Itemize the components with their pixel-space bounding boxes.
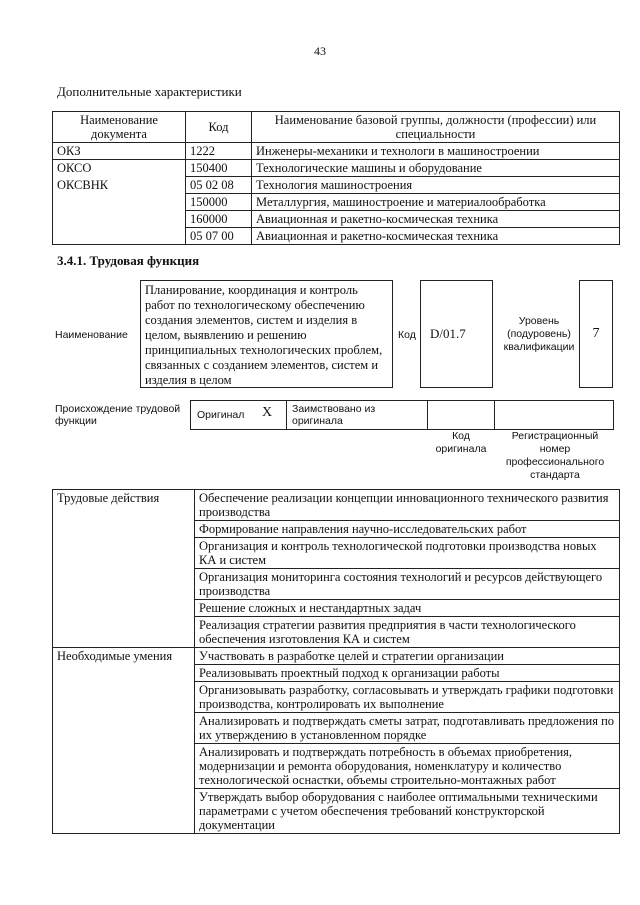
table-row	[53, 665, 620, 682]
row-doc	[53, 194, 186, 211]
qualification-level-value: 7	[579, 280, 613, 388]
header-document: Наименование документа	[53, 112, 186, 143]
function-code-label: Код	[398, 329, 416, 341]
original-code-label: Код оригинала	[435, 430, 487, 455]
required-skill-item: Анализировать и подтверждать потребность в объемах приобретения, модернизации и ремонта оборудования, номенклатуру и количество технологической оснастки, объемы строительно-монтажных работ	[195, 744, 620, 789]
header-code: Код	[186, 112, 252, 143]
page-number: 43	[314, 44, 326, 58]
table-row	[53, 682, 620, 713]
row-code: 150400	[186, 160, 252, 177]
borrowed-label: Заимствовано из оригинала	[292, 403, 376, 427]
labor-actions-label: Трудовые действия	[53, 490, 195, 521]
header-name: Наименование базовой группы, должности (профессии) или специальности	[252, 112, 620, 143]
table-row	[53, 177, 620, 194]
table-row	[53, 744, 620, 789]
origin-divider	[494, 400, 495, 430]
table-row	[53, 143, 620, 160]
table-row	[53, 713, 620, 744]
registration-number-label: Регистрационный номер профессионального стандарта	[505, 430, 605, 481]
table-row	[53, 538, 620, 569]
row-name: Авиационная и ракетно-космическая техника	[252, 228, 620, 245]
row-doc: ОКСВНК	[53, 177, 186, 194]
labor-action-item: Организация мониторинга состояния технологий и ресурсов действующего производства	[195, 569, 620, 600]
labor-action-item: Обеспечение реализации концепции инновационного технического развития производства	[195, 490, 620, 521]
origin-divider	[427, 400, 428, 430]
additional-characteristics-title: Дополнительные характеристики	[57, 84, 242, 99]
table-row	[53, 228, 620, 245]
table-row	[53, 600, 620, 617]
required-skill-item: Участвовать в разработке целей и стратегии организации	[195, 648, 620, 665]
required-skill-item: Реализовывать проектный подход к организации работы	[195, 665, 620, 682]
required-skill-item: Анализировать и подтверждать сметы затрат, подготавливать предложения по их утверждению в установленном порядке	[195, 713, 620, 744]
labor-action-item: Реализация стратегии развития предприятия в части технологического обеспечения изготовления КА и систем	[195, 617, 620, 648]
labor-function-heading: 3.4.1. Трудовая функция	[57, 253, 200, 268]
qualification-level-label: Уровень (подуровень) квалификации	[503, 315, 575, 353]
row-doc: ОКЗ	[53, 143, 186, 160]
required-skill-item: Утверждать выбор оборудования с наиболее оптимальными техническими параметрами с учетом обеспечения требований конструкторской документации	[195, 789, 620, 834]
function-name-label: Наименование	[55, 329, 128, 341]
additional-characteristics-table	[52, 111, 620, 245]
row-code: 05 02 08	[186, 177, 252, 194]
row-name: Инженеры-механики и технологи в машиностроении	[252, 143, 620, 160]
table-header-row	[53, 112, 620, 143]
table-row	[53, 648, 620, 665]
table-row	[53, 194, 620, 211]
table-row	[53, 490, 620, 521]
row-doc: ОКСО	[53, 160, 186, 177]
labor-action-item: Формирование направления научно-исследовательских работ	[195, 521, 620, 538]
row-name: Металлургия, машиностроение и материалообработка	[252, 194, 620, 211]
required-skill-item: Организовывать разработку, согласовывать и утверждать графики подготовки производства, контролировать их выполнение	[195, 682, 620, 713]
table-row	[53, 160, 620, 177]
labor-action-item: Решение сложных и нестандартных задач	[195, 600, 620, 617]
row-code: 150000	[186, 194, 252, 211]
function-origin-label: Происхождение трудовой функции	[55, 403, 181, 427]
required-skills-label: Необходимые умения	[53, 648, 195, 665]
row-code: 160000	[186, 211, 252, 228]
function-code-value: D/01.7	[420, 280, 493, 388]
row-name: Технологические машины и оборудование	[252, 160, 620, 177]
labor-actions-skills-table	[52, 489, 620, 834]
table-row	[53, 789, 620, 834]
row-doc	[53, 228, 186, 245]
table-row	[53, 211, 620, 228]
row-code: 1222	[186, 143, 252, 160]
table-row	[53, 521, 620, 538]
original-mark: X	[262, 405, 273, 420]
row-name: Авиационная и ракетно-космическая техника	[252, 211, 620, 228]
labor-action-item: Организация и контроль технологической подготовки производства новых КА и систем	[195, 538, 620, 569]
row-name: Технология машиностроения	[252, 177, 620, 194]
function-name-value: Планирование, координация и контроль работ по технологическому обеспечению создания элементов, систем и изделия в целом, выявлению и решению принципиальных технологических проблем, связанных с созданием элементов, систем и изделия в целом	[140, 280, 393, 388]
original-label: Оригинал	[197, 409, 245, 421]
row-code: 05 07 00	[186, 228, 252, 245]
table-row	[53, 617, 620, 648]
table-row	[53, 569, 620, 600]
origin-divider	[286, 400, 287, 430]
row-doc	[53, 211, 186, 228]
